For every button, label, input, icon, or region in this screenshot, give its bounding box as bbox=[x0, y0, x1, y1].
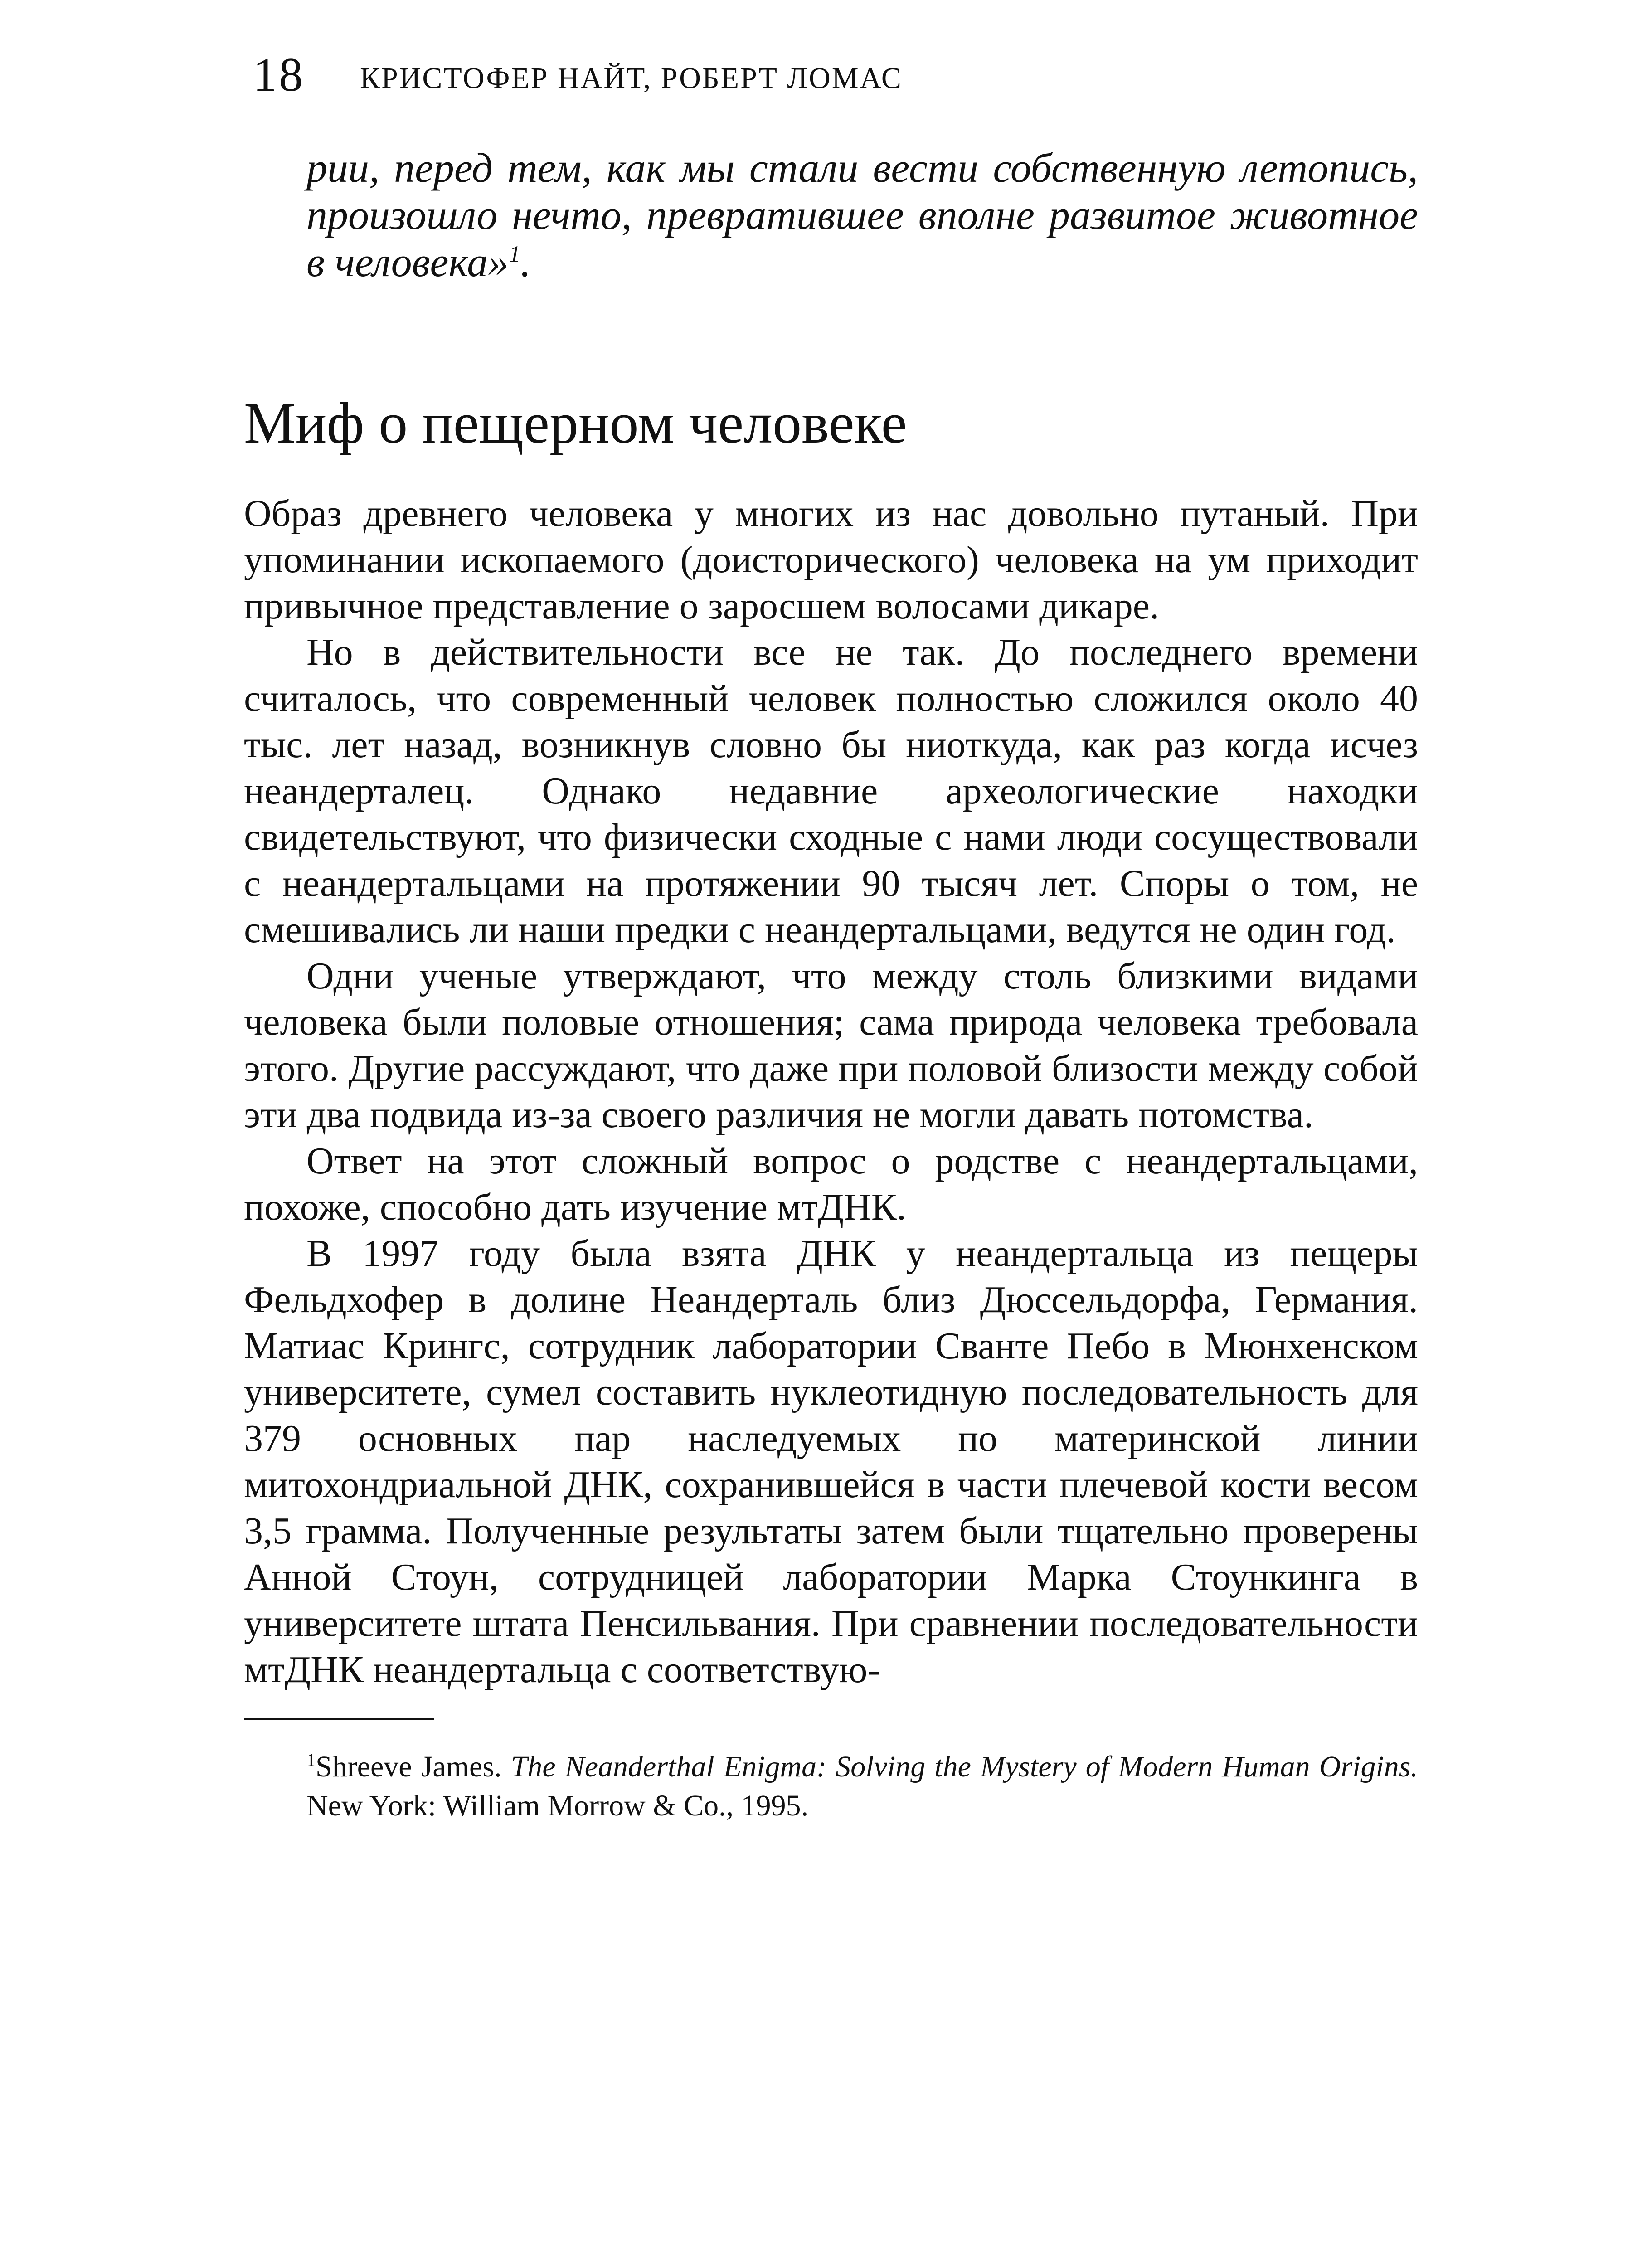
footnote-publication: New York: William Morrow & Co., 1995. bbox=[306, 1789, 809, 1822]
section-heading: Миф о пещерном человеке bbox=[244, 391, 907, 455]
page-number: 18 bbox=[253, 48, 305, 101]
quote-end-punctuation: . bbox=[520, 239, 531, 285]
text-column bbox=[244, 144, 1418, 1825]
footnote-divider bbox=[244, 1718, 434, 1720]
paragraph: Одни ученые утверждают, что между столь близкими видами человека были половые отношения; сама природа человека требовала этого. Другие рассуждают, что даже при половой близости между собой эти два подвида из-за своего различия не могли давать потомства. bbox=[244, 955, 1418, 1136]
paragraph: В 1997 году была взята ДНК у неандертальца из пещеры Фельдхофер в долине Неандерталь близ Дюссельдорфа, Германия. Матиас Крингс, сотрудник лаборатории Сванте Пебо в Мюнхенском университете, сумел составить нуклеотидную последовательность для 379 основных пар наследуемых по материнской линии митохондриальной ДНК, сохранившейся в части плечевой кости весом 3,5 грамма. Полученные результаты затем были тщательно проверены Анной Стоун, сотрудницей лаборатории Марка Стоункинга в университете штата Пенсильвания. При сравнении последовательности мтДНК неандертальца с соответствую- bbox=[244, 1232, 1418, 1691]
footnote-author: Shreeve James. bbox=[316, 1750, 502, 1783]
page-header bbox=[253, 45, 1414, 104]
paragraph: Образ древнего человека у многих из нас довольно путаный. При упоминании ископаемого (доисторического) человека на ум приходит привычное представление о заросшем волосами дикаре. bbox=[244, 492, 1418, 627]
quote-continuation bbox=[306, 144, 1418, 286]
footnote-mark: 1 bbox=[306, 1750, 316, 1770]
paragraph: Но в действительности все не так. До последнего времени считалось, что современный человек полностью сложился около 40 тыс. лет назад, возникнув словно бы ниоткуда, как раз когда исчез неандерталец. Однако недавние археологические находки свидетельствуют, что физически сходные с нами люди сосуществовали с неандертальцами на протяжении 90 тысяч лет. Споры о том, не смешивались ли наши предки с неандертальцами, ведутся не один год. bbox=[244, 631, 1418, 951]
footnote bbox=[244, 1747, 1418, 1825]
footnote-title: The Neanderthal Enigma: Solving the Mystery of Modern Human Origins. bbox=[510, 1750, 1418, 1783]
footnote-reference: 1 bbox=[509, 241, 521, 268]
body-text bbox=[244, 491, 1418, 1693]
running-head: КРИСТОФЕР НАЙТ, РОБЕРТ ЛОМАС bbox=[360, 62, 903, 95]
quote-text: рии, перед тем, как мы стали вести собственную летопись, произошло нечто, превратившее вполне развитое животное в человека» bbox=[306, 145, 1418, 285]
paragraph: Ответ на этот сложный вопрос о родстве с неандертальцами, похоже, способно дать изучение мтДНК. bbox=[244, 1140, 1418, 1228]
